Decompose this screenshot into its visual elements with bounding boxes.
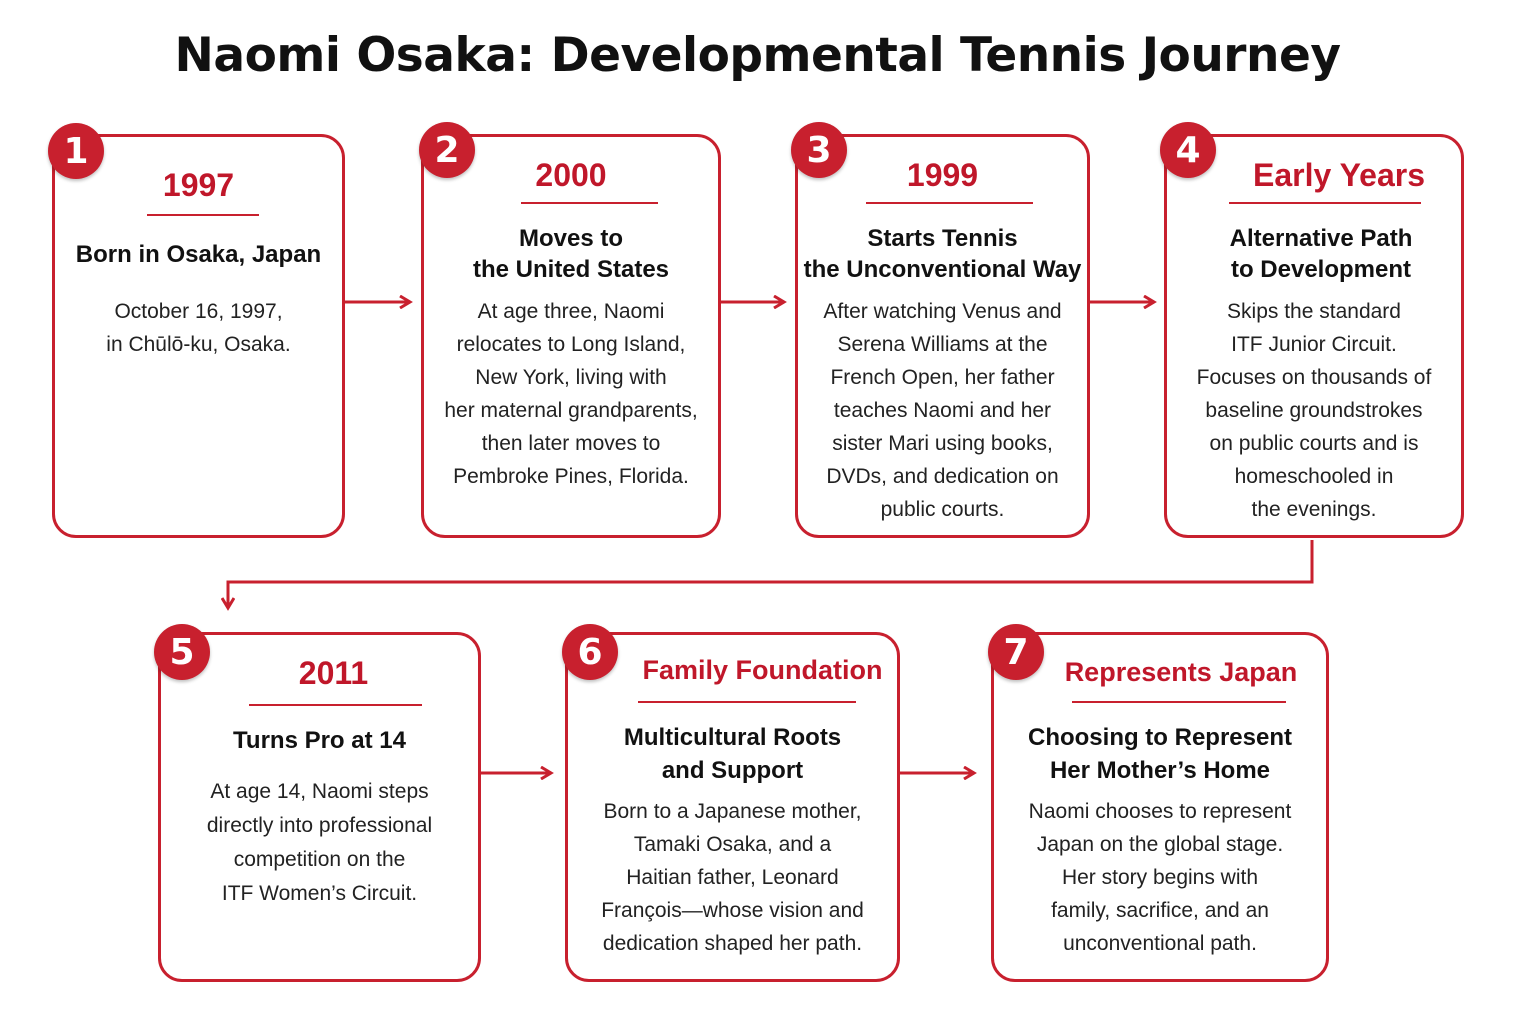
step-card-5 (158, 632, 481, 982)
step-description: Naomi chooses to represent Japan on the global stage. Her story begins with family, sacrifice, and an unconventional path. (1028, 800, 1292, 955)
step-year: 2011 (298, 655, 369, 691)
step-year: Early Years (1252, 157, 1425, 193)
step-year: Represents Japan (1064, 657, 1298, 687)
arrow-4-to-5 (228, 540, 1312, 608)
step-description: October 16, 1997, in Chūlō-ku, Osaka. (106, 300, 291, 356)
step-heading: Choosing to Represent Her Mother’s Home (1027, 724, 1292, 784)
divider (638, 701, 856, 703)
divider (1072, 701, 1286, 703)
step-card-3 (795, 134, 1090, 538)
step-card-7 (991, 632, 1329, 982)
step-description: Skips the standard ITF Junior Circuit. Focuses on thousands of baseline groundstrokes on public courts and is homeschooled in the evenings. (1196, 300, 1432, 521)
step-number-badge-5: 5 (154, 624, 210, 680)
divider (147, 214, 259, 216)
step-number-badge-3: 3 (791, 122, 847, 178)
divider (1229, 202, 1421, 204)
divider (866, 202, 1033, 204)
step-description: After watching Venus and Serena Williams at the French Open, her father teaches Naomi and her sister Mari using books, DVDs, and dedication on public courts. (823, 300, 1062, 521)
step-heading: Multicultural Roots and Support (623, 724, 842, 784)
divider (249, 704, 422, 706)
step-heading: Alternative Path to Development (1229, 225, 1413, 283)
step-description: At age three, Naomi relocates to Long Island, New York, living with her maternal grandparents, then later moves to Pembroke Pines, Florida. (444, 300, 698, 488)
step-year: 2000 (535, 157, 607, 193)
step-card-2 (421, 134, 721, 538)
step-number-badge-1: 1 (48, 123, 104, 179)
step-number-badge-7: 7 (988, 624, 1044, 680)
step-card-1 (52, 134, 345, 538)
step-heading: Moves to the United States (472, 225, 670, 283)
step-card-4 (1164, 134, 1464, 538)
step-number-badge-4: 4 (1160, 122, 1216, 178)
step-heading: Starts Tennis the Unconventional Way (803, 225, 1082, 283)
page-title: Naomi Osaka: Developmental Tennis Journey (174, 28, 1341, 83)
step-heading: Born in Osaka, Japan (75, 241, 322, 268)
step-description: Born to a Japanese mother, Tamaki Osaka, and a Haitian father, Leonard François—whose vision and dedication shaped her path. (601, 800, 864, 955)
step-year: 1997 (162, 167, 235, 203)
step-number-badge-6: 6 (562, 624, 618, 680)
divider (521, 202, 658, 204)
step-card-6 (565, 632, 900, 982)
step-number-badge-2: 2 (419, 122, 475, 178)
step-year: 1999 (906, 157, 979, 193)
step-year: Family Foundation (642, 655, 883, 685)
step-description: At age 14, Naomi steps directly into professional competition on the ITF Women’s Circuit. (206, 780, 433, 905)
step-heading: Turns Pro at 14 (233, 727, 406, 754)
